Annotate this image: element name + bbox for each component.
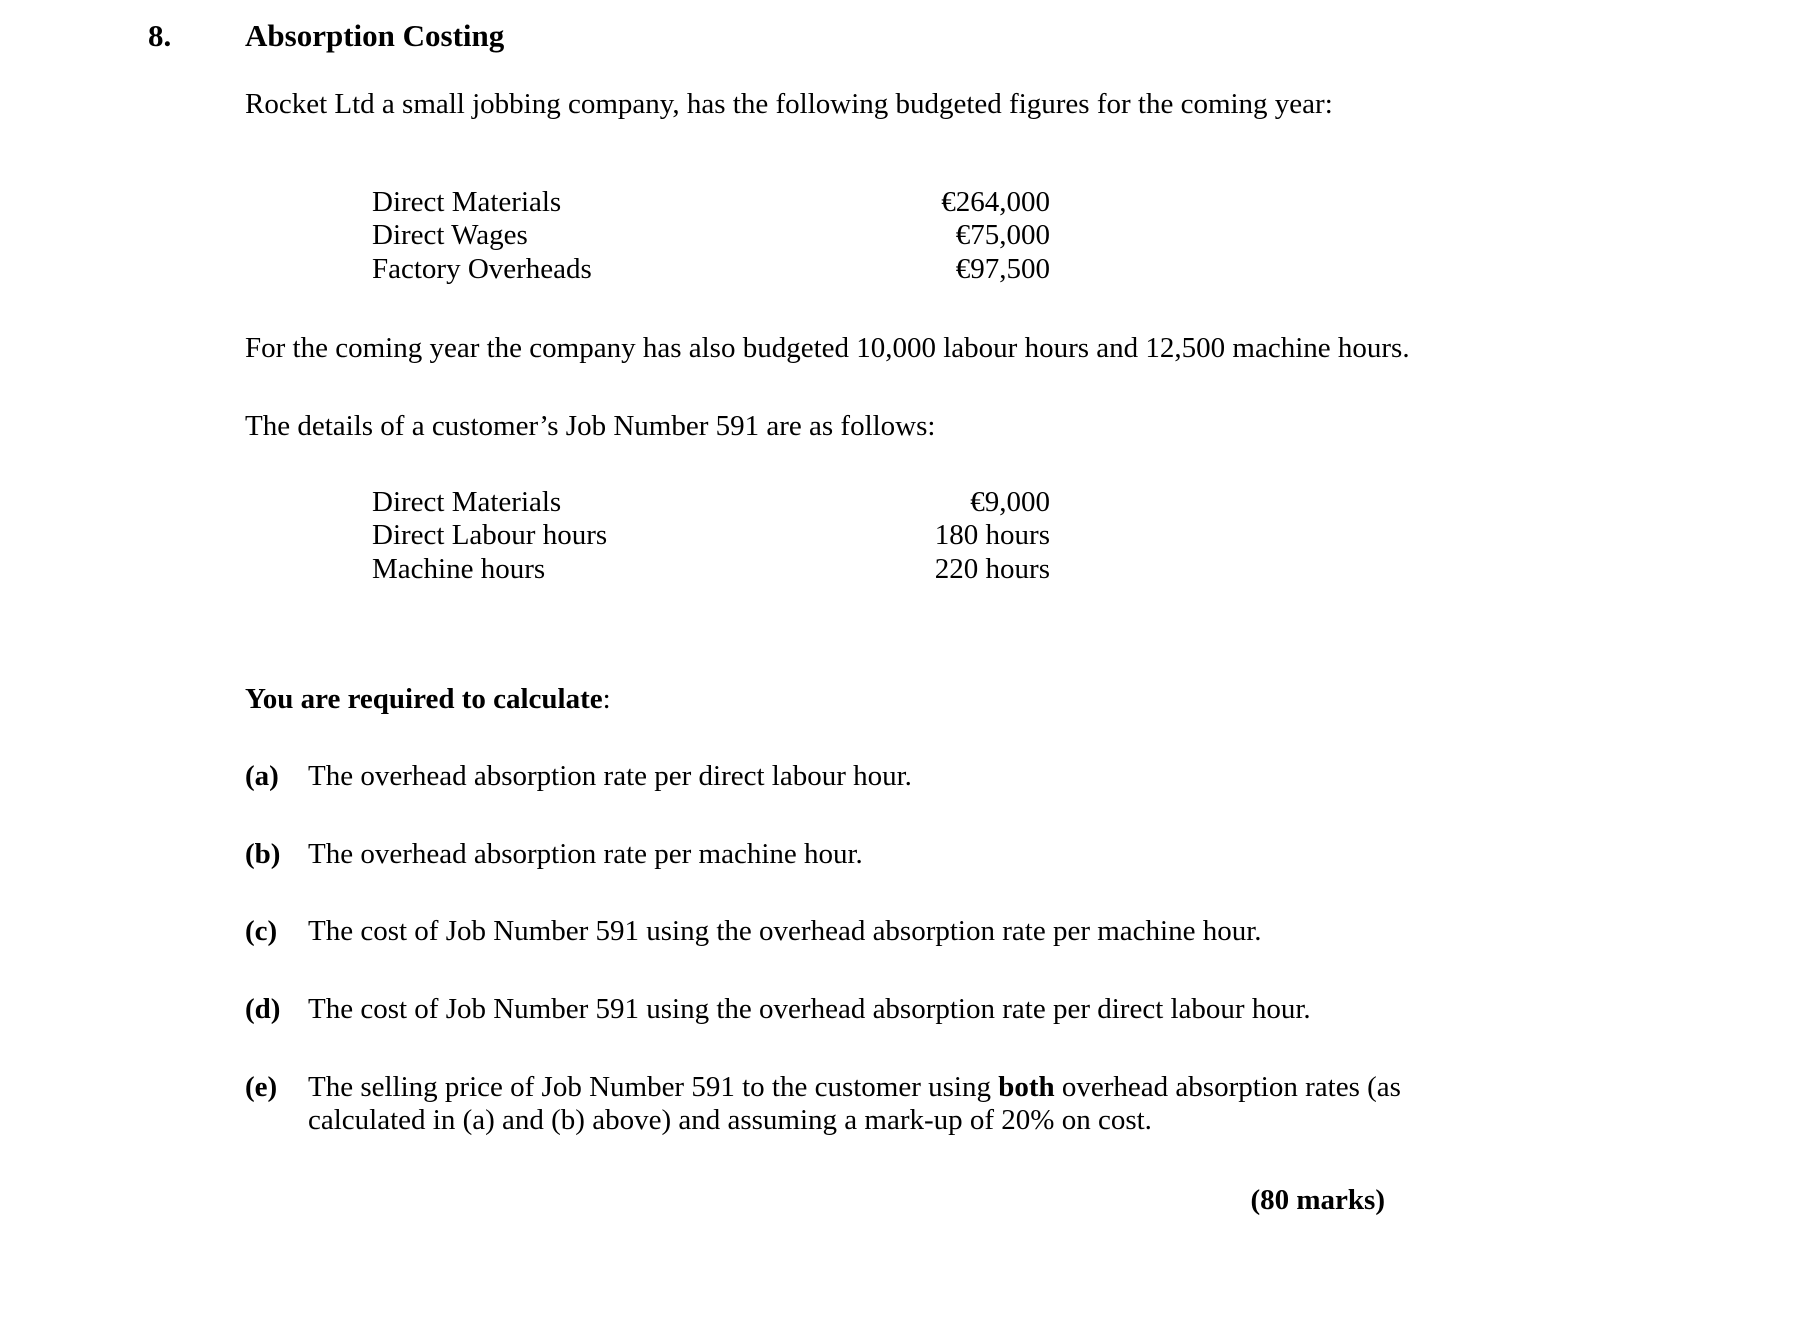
table-row	[372, 219, 1415, 253]
row-value: €97,500	[955, 252, 1050, 285]
item-text	[308, 1071, 1415, 1138]
requirement-item-b	[245, 838, 1415, 872]
row-value: 180 hours	[934, 519, 1050, 552]
row-value: €9,000	[970, 485, 1050, 518]
question-number: 8.	[148, 18, 172, 53]
row-label: Direct Wages	[372, 219, 528, 252]
item-text-bold: both	[998, 1070, 1055, 1103]
row-label: Direct Labour hours	[372, 519, 608, 552]
item-text: The cost of Job Number 591 using the overhead absorption rate per direct labour hour.	[308, 993, 1311, 1026]
required-heading	[245, 683, 1415, 717]
row-value: €75,000	[955, 219, 1050, 252]
item-text-after: overhead absorption rates (as calculated in (a) and (b) above) and assuming a mark-up of 20% on cost.	[308, 1070, 1401, 1137]
item-letter: (e)	[245, 1070, 278, 1103]
item-text: The cost of Job Number 591 using the overhead absorption rate per machine hour.	[308, 915, 1262, 948]
requirement-item-c	[245, 915, 1415, 949]
item-text-before: The selling price of Job Number 591 to the customer using	[308, 1070, 999, 1103]
required-heading-text: You are required to calculate	[245, 682, 603, 715]
job-intro-paragraph: The details of a customer’s Job Number 591 are as follows:	[245, 410, 936, 443]
row-value: €264,000	[941, 185, 1050, 218]
job-details-table	[372, 486, 1415, 587]
table-row	[372, 253, 1415, 287]
requirement-item-a	[245, 760, 1415, 794]
table-row	[372, 553, 1415, 587]
budget-note-paragraph: For the coming year the company has also budgeted 10,000 labour hours and 12,500 machine hours.	[245, 332, 1410, 365]
row-label: Direct Materials	[372, 485, 562, 518]
item-letter: (d)	[245, 993, 281, 1026]
table-row	[372, 486, 1415, 520]
requirement-item-d	[245, 993, 1415, 1027]
item-text: The overhead absorption rate per direct labour hour.	[308, 760, 912, 793]
row-value: 220 hours	[934, 552, 1050, 585]
page-title: Absorption Costing	[245, 18, 505, 53]
table-row	[372, 519, 1415, 553]
question-body	[245, 88, 1415, 1218]
item-letter: (b)	[245, 837, 281, 870]
row-label: Machine hours	[372, 552, 546, 585]
row-label: Factory Overheads	[372, 252, 592, 285]
table-row	[372, 186, 1415, 220]
item-letter: (a)	[245, 760, 279, 793]
requirement-item-e	[245, 1071, 1415, 1138]
required-heading-colon: :	[602, 682, 611, 715]
item-letter: (c)	[245, 915, 278, 948]
item-text: The overhead absorption rate per machine hour.	[308, 837, 863, 870]
row-label: Direct Materials	[372, 185, 562, 218]
question-heading	[148, 18, 1818, 54]
marks-label: (80 marks)	[1250, 1183, 1385, 1216]
intro-paragraph: Rocket Ltd a small jobbing company, has the following budgeted figures for the coming year:	[245, 87, 1333, 120]
budget-figures-table	[372, 186, 1415, 287]
